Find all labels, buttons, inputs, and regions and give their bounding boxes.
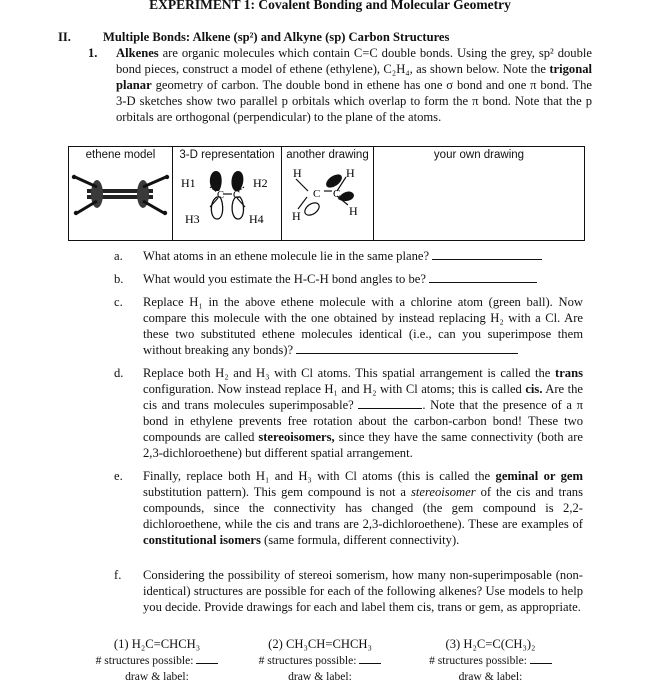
- answer-a-blank[interactable]: [432, 248, 542, 260]
- your-own-drawing-cell[interactable]: [374, 147, 585, 241]
- question-f-letter: f.: [114, 568, 122, 582]
- question-c: [143, 294, 583, 358]
- question-f: Considering the possibility of stereoi somerism, how many non-superimposable (non-identical) structures are possible for each of the following alkenes? Use models to help you decide. Provide drawings for each and label them cis, trans or gem, as appropriate.: [143, 568, 583, 614]
- label-h1: H1: [181, 176, 196, 190]
- svg-text:C: C: [217, 190, 225, 201]
- term-trans: trans: [555, 366, 583, 380]
- term-stereoisomer: stereoisomer: [411, 485, 476, 499]
- answer-b-blank[interactable]: [429, 271, 537, 283]
- another-h-2: H: [346, 166, 355, 180]
- question-a-letter: a.: [114, 249, 123, 263]
- question-a-text: What atoms in an ethene molecule lie in the same plane?: [143, 249, 430, 263]
- answer-c-blank[interactable]: [296, 342, 518, 354]
- header-3d-representation: 3-D representation: [179, 149, 275, 161]
- question-d-text-4: . Note that the presence of a π bond in ethylene prevents free rotation about the carbon-carbon bond! These two compounds are called: [143, 398, 583, 444]
- label-h2: H2: [253, 176, 268, 190]
- another-h-3: H: [292, 209, 301, 223]
- alkene-3: [413, 636, 568, 685]
- question-b-text: What would you estimate the H-C-H bond angles to be?: [143, 272, 426, 286]
- question-e-text-4: (same formula, different connectivity).: [260, 533, 460, 547]
- term-stereoisomers: stereoisomers,: [258, 430, 335, 444]
- question-d: [143, 365, 583, 461]
- ethene-model-image: [69, 165, 173, 239]
- 3d-representation-image: [173, 165, 282, 239]
- alkene-3-draw-label: draw & label:: [458, 670, 523, 683]
- drawing-area[interactable]: [374, 165, 584, 239]
- alkene-2-draw-label: draw & label:: [288, 670, 352, 683]
- intro-text-2: geometry of carbon. The double bond in ethene has one σ bond and one π bond. The 3-D sketches show two parallel p orbitals which overlap to form the π bond. Note that the p orbitals are orthogonal (perpendicular) to the plane of the atoms.: [116, 78, 592, 124]
- question-b-letter: b.: [114, 272, 124, 286]
- question-e-text-2: substitution pattern). This gem compound is not a: [143, 485, 411, 499]
- page-title: EXPERIMENT 1: Covalent Bonding and Molecular Geometry: [149, 0, 511, 12]
- header-ethene-model: ethene model: [85, 149, 156, 161]
- another-h-4: H: [349, 204, 358, 218]
- question-d-text-5: since they have the same connectivity (both are 2,3-dichloroethene) but different spatial arrangement.: [143, 430, 583, 460]
- term-geminal: geminal or gem: [495, 469, 583, 483]
- alkene-3-structures-label: # structures possible:: [413, 652, 568, 669]
- question-e-text-1: Finally, replace both H₁ and H₃ with Cl atoms (this is called the: [143, 469, 496, 483]
- intro-bold-trigonal: trigonal planar: [116, 62, 592, 92]
- question-d-text-1: Replace both H₂ and H₃ with Cl atoms. This spatial arrangement is called the: [143, 366, 555, 380]
- alkene-2-formula: (2) CH₃CH=CHCH₃: [268, 637, 372, 651]
- question-b: [143, 271, 583, 287]
- alkene-3-structures-blank[interactable]: [530, 652, 552, 664]
- alkene-2-structures-label: # structures possible:: [245, 652, 395, 669]
- question-a: [143, 248, 583, 264]
- intro-text-1: are organic molecules which contain C=C double bonds. Using the grey, sp² double bond pieces, construct a model of ethene (ethylene), C₂H₄, as shown below. Note the: [116, 46, 592, 76]
- question-c-text: Replace H₁ in the above ethene molecule with a chlorine atom (green ball). Now compare this molecule with the one obtained by instead replacing H₂ with a Cl. Are these two substituted ethene molecules identical (i.e., can you superimpose them without breaking any bonds)?: [143, 295, 583, 357]
- label-h4: H4: [249, 212, 264, 226]
- alkene-1: [82, 636, 232, 685]
- header-your-own-drawing: your own drawing: [433, 149, 525, 161]
- alkene-1-draw-label: draw & label:: [125, 670, 189, 683]
- label-h3: H3: [185, 212, 200, 226]
- alkene-1-formula: (1) H₂C=CHCH₃: [113, 637, 201, 651]
- question-e: [143, 468, 583, 548]
- item-number: 1.: [88, 46, 98, 60]
- header-another-drawing: another drawing: [286, 149, 369, 161]
- another-drawing-cell: [282, 147, 374, 241]
- another-drawing-image: [282, 165, 374, 239]
- question-e-text-3: of the cis and trans compounds, since the connectivity has changed (the gem compound is 2,2-dichloroethene, while the cis and trans are 2,3-dichloroethene). These are examples of: [143, 485, 584, 531]
- another-c-2: C: [333, 188, 341, 200]
- term-cis: cis.: [525, 382, 543, 396]
- answer-d-blank[interactable]: [358, 397, 422, 409]
- question-c-letter: c.: [114, 295, 123, 309]
- question-e-letter: e.: [114, 469, 123, 483]
- alkene-1-structures-blank[interactable]: [196, 652, 218, 664]
- item-intro: [116, 45, 592, 125]
- 3d-representation-cell: [173, 147, 282, 241]
- question-d-letter: d.: [114, 366, 124, 380]
- alkene-3-formula: (3) H₂C=C(CH₃)₂: [445, 637, 536, 651]
- ethene-model-cell: [69, 147, 173, 241]
- question-d-text-3: Are the cis and trans molecules superimposable?: [143, 382, 583, 412]
- svg-text:C: C: [233, 190, 241, 201]
- section-title: Multiple Bonds: Alkene (sp²) and Alkyne (sp) Carbon Structures: [103, 30, 450, 44]
- section-numeral: II.: [58, 30, 71, 44]
- another-h-1: H: [293, 166, 302, 180]
- alkene-1-structures-label: # structures possible:: [82, 652, 232, 669]
- intro-bold-alkenes: Alkenes: [116, 46, 159, 60]
- another-c-1: C: [313, 188, 321, 200]
- alkene-2-structures-blank[interactable]: [359, 652, 381, 664]
- question-d-text-2: configuration. Now instead replace H₁ and H₂ with Cl atoms; this is called: [143, 382, 526, 396]
- alkene-2: [245, 636, 395, 685]
- model-table: [68, 146, 585, 241]
- term-constitutional-isomers: constitutional isomers: [143, 533, 261, 547]
